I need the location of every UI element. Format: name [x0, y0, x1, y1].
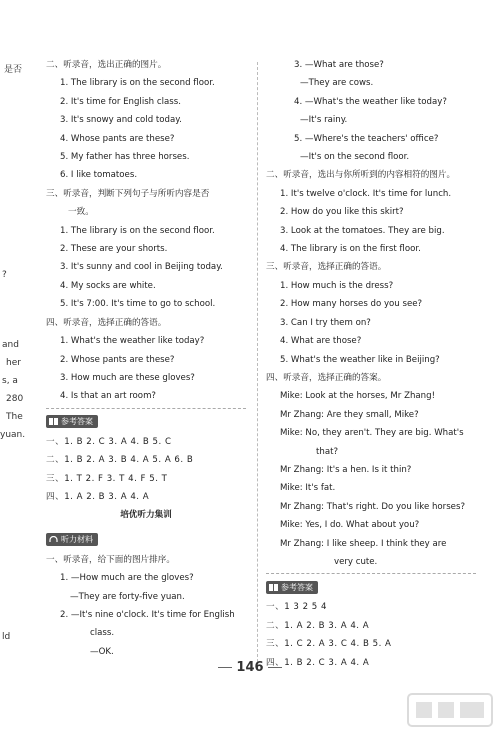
list-item: 3. —What are those? [294, 60, 384, 70]
edge-fragment: and [2, 340, 19, 350]
list-item: —They are forty-five yuan. [70, 591, 185, 602]
list-item: —It's rainy. [300, 115, 348, 126]
answer-line: 一、1 3 2 5 4 [266, 602, 327, 613]
list-item: 2. How many horses do you see? [280, 299, 423, 310]
material-label: 听力材料 [61, 535, 93, 545]
list-item: —OK. [90, 646, 114, 657]
dialogue-line: Mike: Look at the horses, Mr Zhang! [280, 391, 436, 402]
edge-fragment: ? [2, 270, 7, 280]
edge-fragment: her [6, 358, 21, 368]
dialogue-cont: very cute. [334, 556, 378, 567]
list-item: 4. The library is on the first floor. [280, 244, 421, 255]
section-title: 三、听录音，判断下列句子与所听内容是否 [46, 188, 210, 199]
list-item: 4. —What's the weather like today? [294, 96, 447, 107]
section-title: 二、听录音，选出正确的图片。 [46, 60, 167, 70]
dialogue-line: Mr Zhang: That's right. Do you like horses? [280, 501, 466, 512]
list-item: 2. How do you like this skirt? [280, 207, 404, 218]
list-item: 3. Look at the tomatoes. They are big. [280, 225, 445, 236]
list-item: 3. It's sunny and cool in Beijing today. [60, 262, 223, 273]
edge-fragment: 280 [6, 394, 24, 404]
edge-fragment: yuan. [0, 430, 26, 440]
list-item: —They are cows. [300, 78, 374, 89]
list-item: 2. Whose pants are these? [60, 354, 175, 365]
list-item: 5. My father has three horses. [60, 152, 190, 163]
material-header [46, 527, 246, 549]
section-title-cont: 一致。 [68, 207, 94, 218]
book-icon [269, 584, 278, 591]
column-divider [257, 62, 258, 662]
answer-line: 三、1. T 2. F 3. T 4. F 5. T [46, 473, 168, 484]
left-edge-fragments [0, 0, 26, 736]
list-item: 1. The library is on the second floor. [60, 225, 215, 236]
list-item: 2. —It's nine o'clock. It's time for English [60, 609, 235, 620]
dialogue-line: Mike: Yes, I do. What about you? [280, 520, 420, 531]
answer-key-label: 参考答案 [281, 582, 313, 592]
answer-line: 一、1. B 2. C 3. A 4. B 5. C [46, 436, 172, 447]
answer-line: 二、1. B 2. A 3. B 4. A 5. A 6. B [46, 455, 194, 466]
watermark-logo [406, 690, 494, 730]
left-column [46, 56, 246, 661]
list-item: 3. Can I try them on? [280, 317, 371, 328]
list-item: 4. My socks are white. [60, 280, 156, 291]
section-title: 一、听录音，给下面的图片排序。 [46, 554, 175, 565]
answer-line: 三、1. C 2. A 3. C 4. B 5. A [266, 639, 392, 650]
list-item: 5. —Where's the teachers' office? [294, 133, 439, 144]
edge-fragment: s, a [2, 376, 18, 386]
list-item: 3. How much are these gloves? [60, 372, 195, 383]
dialogue-line: Mr Zhang: I like sheep. I think they are [280, 538, 447, 549]
list-item: 2. It's time for English class. [60, 96, 181, 107]
dialogue-line: Mr Zhang: Are they small, Mike? [280, 409, 419, 420]
answer-line: 二、1. A 2. B 3. A 4. A [266, 620, 370, 631]
section-title: 三、听录音，选择正确的答语。 [266, 262, 387, 273]
list-item: 1. The library is on the second floor. [60, 78, 215, 89]
edge-fragment: ld [2, 632, 11, 642]
edge-fragment: 是否 [4, 65, 23, 75]
list-item: 1. —How much are the gloves? [60, 573, 194, 584]
answer-key-header [46, 408, 246, 431]
edge-fragment: The [6, 412, 23, 422]
section-title: 四、听录音，选择正确的答案。 [266, 372, 387, 383]
list-item: 1. It's twelve o'clock. It's time for lunch. [280, 188, 452, 199]
answer-key-label: 参考答案 [61, 417, 93, 427]
right-column [266, 56, 476, 672]
list-item: 6. I like tomatoes. [60, 170, 138, 181]
section-title: 四、听录音，选择正确的答语。 [46, 317, 167, 328]
section-title: 二、听录音，选出与你所听到的内容相符的图片。 [266, 170, 456, 181]
list-item: —It's on the second floor. [300, 152, 410, 163]
answer-line: 四、1. A 2. B 3. A 4. A [46, 491, 150, 502]
book-icon [49, 418, 58, 425]
list-item: 1. What's the weather like today? [60, 336, 205, 347]
list-item: 4. What are those? [280, 336, 362, 347]
dialogue-cont: that? [316, 446, 339, 457]
page-number [0, 660, 500, 675]
dialogue-line: Mike: It's fat. [280, 483, 336, 494]
list-item: 2. These are your shorts. [60, 244, 168, 255]
list-item: 1. How much is the dress? [280, 280, 394, 291]
training-title: 培优听力集训 [120, 510, 172, 521]
dialogue-line: Mike: No, they aren't. They are big. What's [280, 428, 464, 439]
list-item: 5. It's 7:00. It's time to go to school. [60, 299, 216, 310]
list-item: 4. Whose pants are these? [60, 133, 175, 144]
page-number-text: 146 [236, 660, 264, 675]
headphones-icon [49, 536, 58, 543]
list-item: class. [90, 628, 115, 639]
list-item: 5. What's the weather like in Beijing? [280, 354, 440, 365]
dialogue-line: Mr Zhang: It's a hen. Is it thin? [280, 464, 412, 475]
answer-key-header [266, 573, 476, 596]
list-item: 3. It's snowy and cold today. [60, 115, 182, 126]
list-item: 4. Is that an art room? [60, 391, 156, 402]
answer-line: 四、1. B 2. C 3. A 4. A [266, 657, 370, 668]
